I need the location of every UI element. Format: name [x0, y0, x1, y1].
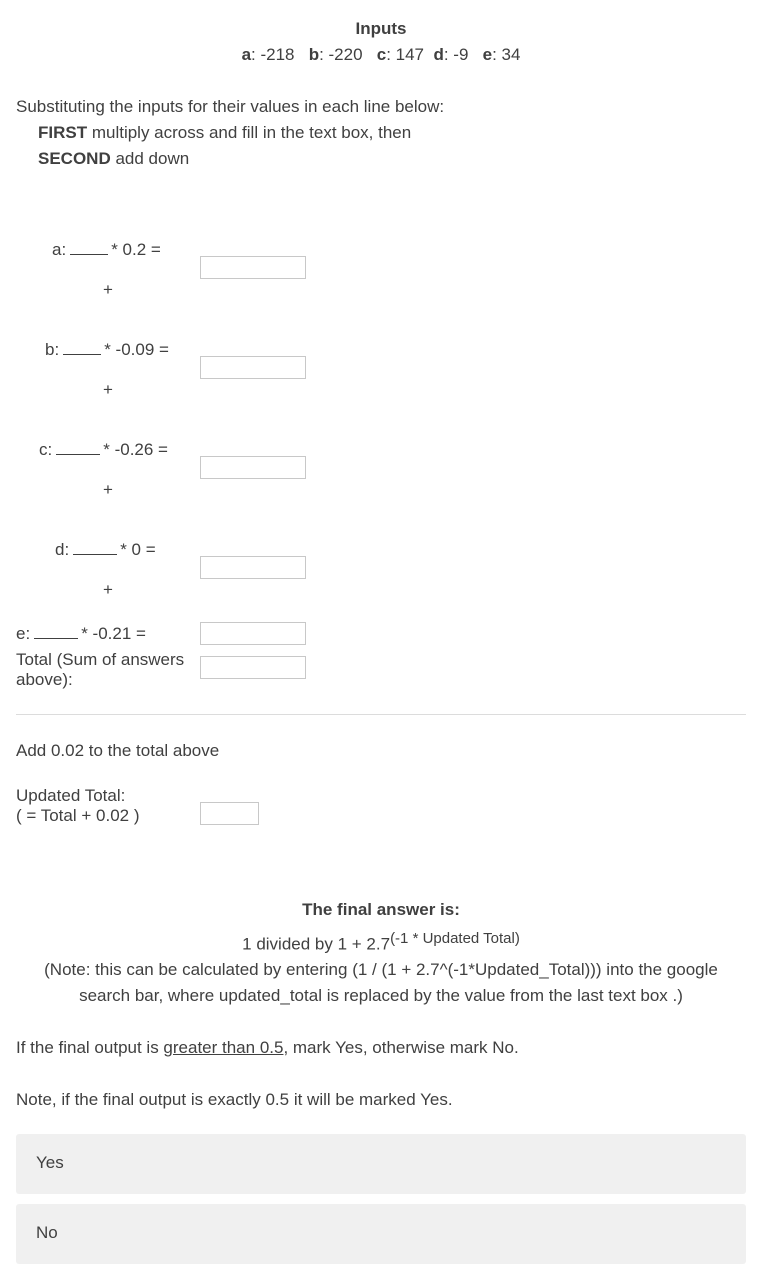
section-divider — [16, 714, 746, 715]
updated-total-input[interactable] — [200, 802, 259, 825]
plus-sign: + — [103, 480, 113, 499]
second-text: add down — [110, 149, 190, 168]
row-b-mult: * -0.09 = — [104, 340, 169, 359]
row-a-equation — [52, 240, 161, 260]
rule-text — [16, 1038, 519, 1058]
row-d-blank — [73, 553, 117, 555]
input-b-label: b — [308, 45, 320, 64]
option-yes-button[interactable] — [16, 1134, 746, 1194]
input-e-value: : 34 — [492, 45, 521, 64]
updated-total-line1: Updated Total: — [16, 786, 126, 805]
final-formula — [0, 930, 762, 955]
first-label: FIRST — [38, 123, 88, 142]
row-b-answer-input[interactable] — [200, 356, 306, 379]
first-text: multiply across and fill in the text box, then — [87, 123, 412, 142]
row-a-blank — [70, 253, 108, 255]
input-a-label: a — [241, 45, 252, 64]
input-b-value: : -220 — [319, 45, 363, 64]
final-note-line2: search bar, where updated_total is replaced by the value from the last text box .) — [79, 986, 683, 1005]
row-c-blank — [56, 453, 100, 455]
inputs-title: Inputs — [355, 19, 407, 38]
option-no-label: No — [36, 1223, 58, 1242]
plus-sign: + — [103, 380, 113, 399]
total-label-line2: above): — [16, 670, 73, 689]
option-no-button[interactable] — [16, 1204, 746, 1264]
plus-sign: + — [103, 280, 113, 299]
row-a-answer-input[interactable] — [200, 256, 306, 279]
row-d-equation — [55, 540, 156, 560]
row-c-label: c: — [39, 440, 53, 459]
final-title: The final answer is: — [302, 900, 460, 919]
row-a-label: a: — [52, 240, 67, 259]
option-yes-label: Yes — [36, 1153, 64, 1172]
row-d-answer-input[interactable] — [200, 556, 306, 579]
rule-post: , mark Yes, otherwise mark No. — [283, 1038, 519, 1057]
row-e-equation — [16, 624, 146, 644]
updated-total-line2: ( = Total + 0.02 ) — [16, 806, 140, 825]
row-e-blank — [34, 637, 78, 639]
inputs-values — [0, 45, 762, 65]
input-a-value: : -218 — [251, 45, 295, 64]
row-d-label: d: — [55, 540, 70, 559]
second-label: SECOND — [38, 149, 111, 168]
final-formula-exponent: (-1 * Updated Total) — [390, 930, 520, 947]
note-text: Note, if the final output is exactly 0.5 it will be marked Yes. — [16, 1090, 453, 1109]
plus-sign: + — [103, 580, 113, 599]
instructions-line3 — [38, 149, 189, 169]
input-c-label: c — [376, 45, 387, 64]
row-b-equation — [45, 340, 169, 360]
rule-threshold: greater than 0.5 — [163, 1038, 284, 1057]
input-d-value: : -9 — [443, 45, 469, 64]
row-e-answer-input[interactable] — [200, 622, 306, 645]
row-c-mult: * -0.26 = — [103, 440, 168, 459]
add-instruction: Add 0.02 to the total above — [16, 741, 220, 760]
row-e-label: e: — [16, 624, 31, 643]
total-label — [16, 650, 184, 690]
row-e-mult: * -0.21 = — [81, 624, 146, 643]
total-label-line1: Total (Sum of answers — [16, 650, 185, 669]
row-a-mult: * 0.2 = — [111, 240, 161, 259]
rule-pre: If the final output is — [16, 1038, 164, 1057]
row-b-label: b: — [45, 340, 60, 359]
input-c-value: : 147 — [386, 45, 425, 64]
updated-total-label — [16, 786, 139, 826]
total-input[interactable] — [200, 656, 306, 679]
row-c-equation — [39, 440, 168, 460]
row-b-blank — [63, 353, 101, 355]
final-formula-main: 1 divided by 1 + 2.7 — [242, 934, 391, 954]
input-e-label: e — [482, 45, 493, 64]
row-c-answer-input[interactable] — [200, 456, 306, 479]
input-d-label: d — [433, 45, 444, 64]
instructions-line1: Substituting the inputs for their values in each line below: — [16, 97, 445, 116]
row-d-mult: * 0 = — [120, 540, 156, 559]
final-note-line1: (Note: this can be calculated by entering (1 / (1 + 2.7^(-1*Updated_Total))) into the google — [44, 960, 718, 979]
instructions-line2 — [38, 123, 411, 143]
